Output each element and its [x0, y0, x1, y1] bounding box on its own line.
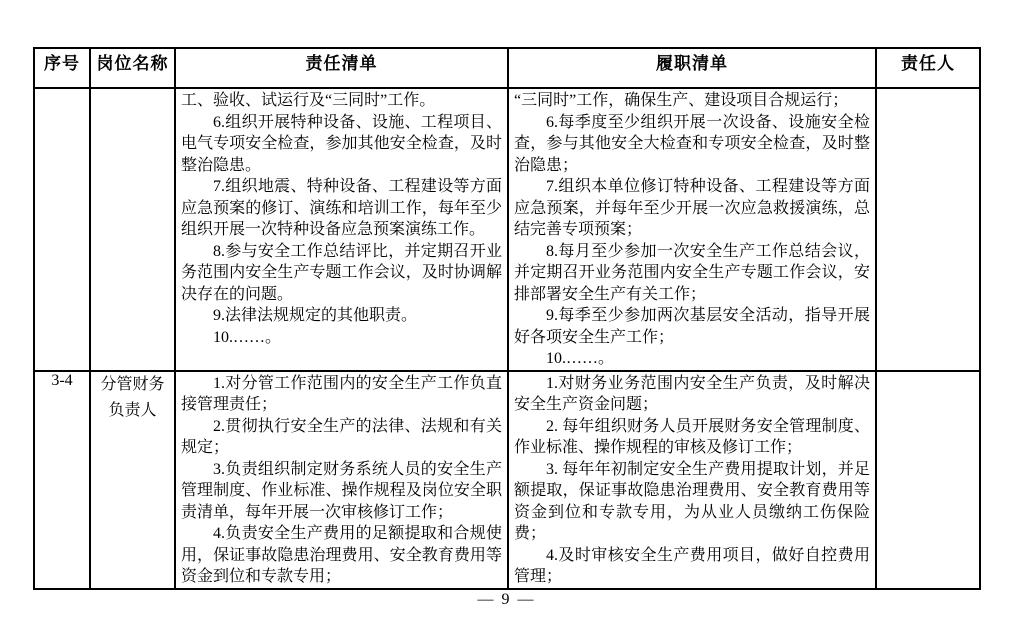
header-seq: 序号 — [34, 48, 90, 88]
list-paragraph: 10.……。 — [546, 350, 615, 367]
header-performance-list: 履职清单 — [508, 48, 876, 88]
responsible-person-cell — [876, 371, 980, 589]
header-position: 岗位名称 — [90, 48, 175, 88]
list-paragraph: 工、验收、试运行及“三同时”工作。 — [181, 92, 436, 109]
duty-list-cell — [175, 88, 508, 371]
seq-cell: 3-4 — [34, 371, 90, 589]
seq-cell — [34, 88, 90, 371]
list-paragraph: 2. 每年组织财务人员开展财务安全管理制度、作业标准、操作规程的审核及修订工作； — [514, 417, 870, 456]
list-paragraph: 6.每季度至少组织开展一次设备、设施安全检查，参与其他安全大检查和专项安全检查，及时整治隐患； — [514, 113, 870, 174]
list-paragraph: 8.参与安全工作总结评比，并定期召开业务范围内安全生产专题工作会议，及时协调解决存在的问题。 — [181, 242, 502, 303]
list-paragraph: 1.对财务业务范围内安全生产负责，及时解决安全生产资金问题； — [514, 374, 870, 413]
list-paragraph: 9.法律法规规定的其他职责。 — [213, 307, 418, 324]
position-cell — [90, 371, 175, 589]
table-row — [34, 371, 980, 589]
list-paragraph: 1.对分管工作范围内的安全生产工作负直接管理责任； — [181, 374, 502, 413]
header-responsible-person: 责任人 — [876, 48, 980, 88]
position-name-line: 分管财务 — [100, 375, 165, 393]
table-header-row — [34, 48, 980, 88]
table-row — [34, 88, 980, 371]
responsibility-table — [33, 47, 981, 590]
list-paragraph: 6.组织开展特种设备、设施、工程项目、电气专项安全检查，参加其他安全检查，及时整治隐患。 — [181, 113, 502, 174]
list-paragraph: 10.……。 — [213, 328, 282, 346]
list-paragraph: 8.每月至少参加一次安全生产工作总结会议，并定期召开业务范围内安全生产专题工作会议，安排部署安全生产有关工作； — [514, 242, 870, 303]
list-paragraph: 4.及时审核安全生产费用项目，做好自控费用管理； — [514, 546, 870, 585]
list-paragraph: 9.每季至少参加两次基层安全活动，指导开展好各项安全生产工作； — [514, 307, 870, 346]
page-number: — 9 — — [477, 591, 536, 608]
list-paragraph: “三同时”工作，确保生产、建设项目合规运行； — [514, 92, 849, 109]
duty-list-cell — [175, 371, 508, 589]
list-paragraph: 3. 每年年初制定安全生产费用提取计划，并足额提取，保证事故隐患治理费用、安全教育费用等资金到位和专款专用，为从业人员缴纳工伤保险费； — [514, 460, 870, 542]
header-duty-list: 责任清单 — [175, 48, 508, 88]
responsible-person-cell — [876, 88, 980, 371]
list-paragraph: 2.贯彻执行安全生产的法律、法规和有关规定； — [181, 417, 502, 456]
list-paragraph: 7.组织地震、特种设备、工程建设等方面应急预案的修订、演练和培训工作，每年至少组织开展一次特种设备应急预案演练工作。 — [181, 178, 502, 238]
position-name-line: 负责人 — [108, 401, 157, 419]
list-paragraph: 3.负责组织制定财务系统人员的安全生产管理制度、作业标准、操作规程及岗位安全职责清单，每年开展一次审核修订工作； — [181, 460, 502, 521]
position-cell — [90, 88, 175, 371]
list-paragraph: 7.组织本单位修订特种设备、工程建设等方面应急预案，并每年至少开展一次应急救援演练，总结完善专项预案； — [514, 178, 870, 238]
performance-list-cell — [508, 371, 876, 589]
list-paragraph: 4.负责安全生产费用的足额提取和合规使用，保证事故隐患治理费用、安全教育费用等资金到位和专款专用； — [181, 525, 502, 585]
performance-list-cell — [508, 88, 876, 371]
